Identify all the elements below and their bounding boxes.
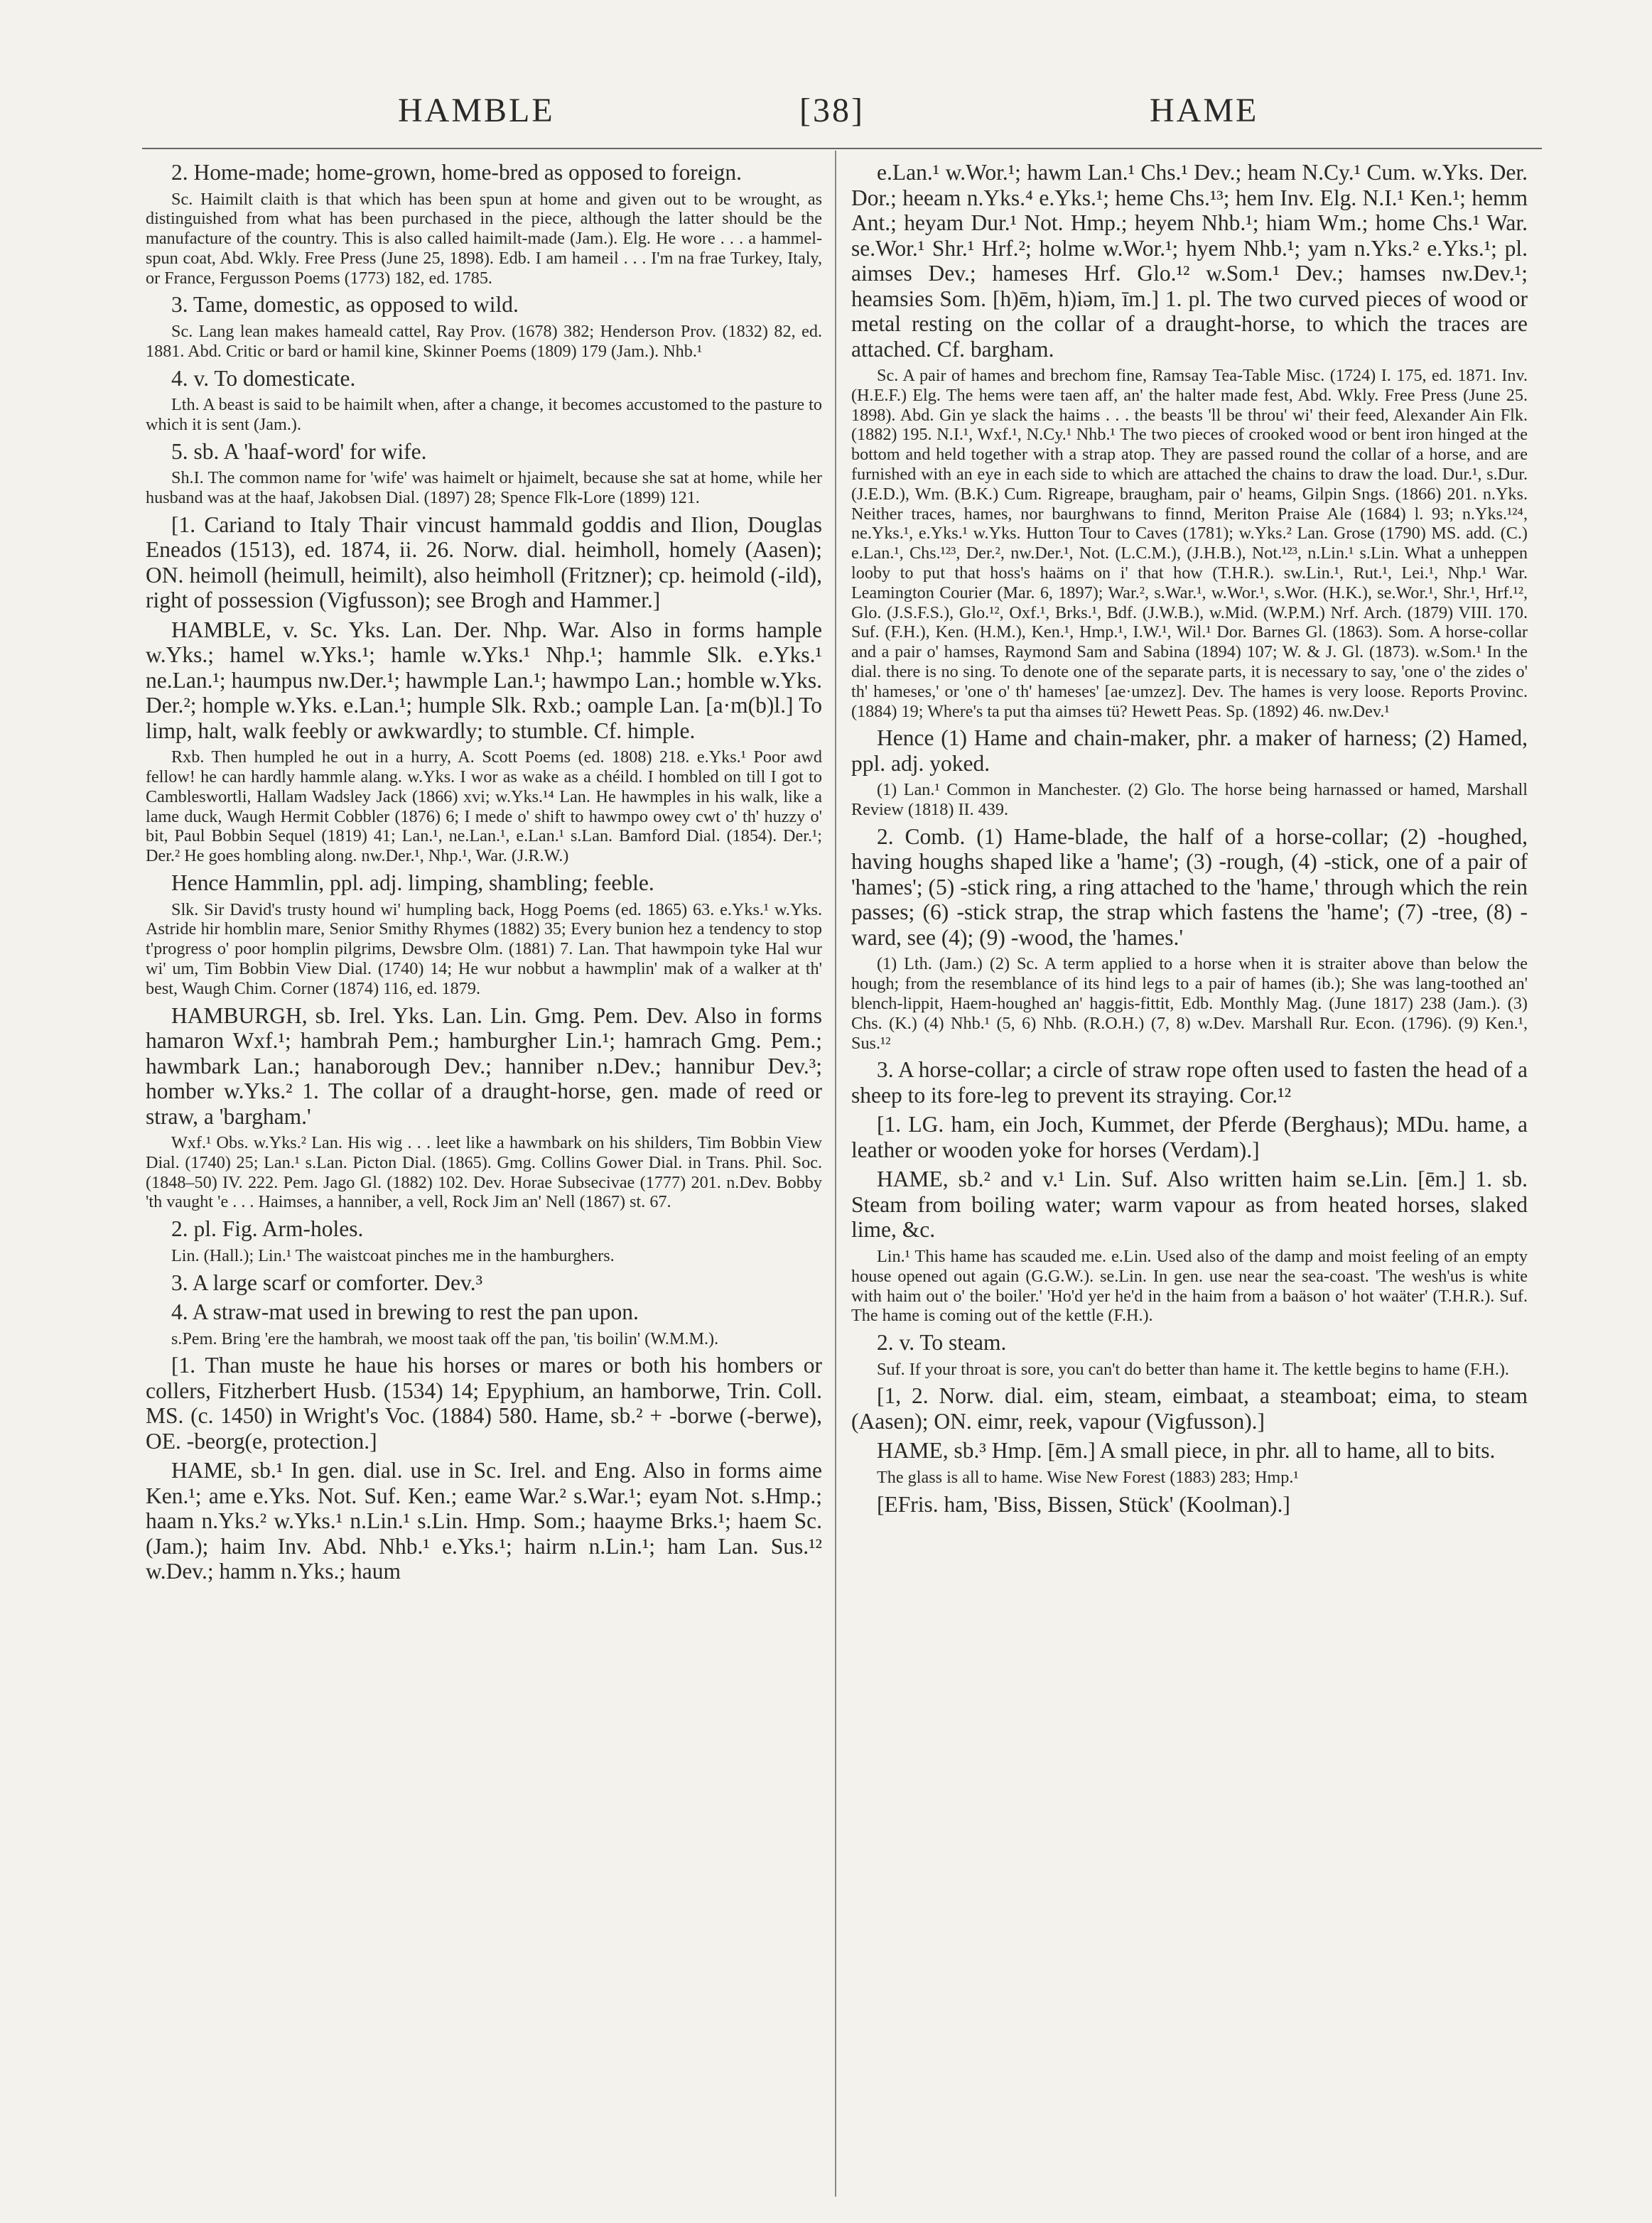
left-column bbox=[146, 160, 822, 2199]
citation-paragraph: s.Pem. Bring 'ere the hambrah, we moost taak off the pan, 'tis boilin' (W.M.M.). bbox=[171, 1329, 719, 1348]
column-divider bbox=[835, 151, 836, 2197]
running-head-right-word: HAME bbox=[1150, 92, 1259, 129]
citation-paragraph: Wxf.¹ Obs. w.Yks.² Lan. His wig . . . leet like a hawmbark on his shilders, Tim Bobbin View Dial. (1740) 25; Lan.¹ s.Lan. Picton Dial. (1865). Gmg. Collins Gower Dial. in Trans. Phil. Soc. (1848–50) IV. 222. Pem. Jago Gl. (1882) 102. Dev. Horae Subsecivae (1777) 201. n.Dev. Bobby 'th vaught 'e . . . Haimses, a hanniber, a vell, Rock Jim an' Nell (1867) st. 67. bbox=[146, 1133, 822, 1212]
entry-paragraph: [1, 2. Norw. dial. eim, steam, eimbaat, a steamboat; eima, to steam (Aasen); ON. eimr, reek, vapour (Vigfusson).] bbox=[851, 1383, 1528, 1434]
running-head-left-word: HAMBLE bbox=[398, 92, 555, 129]
entry-paragraph: 3. Tame, domestic, as opposed to wild. bbox=[171, 292, 519, 318]
citation-paragraph: Lin. (Hall.); Lin.¹ The waistcoat pinches me in the hamburghers. bbox=[171, 1245, 615, 1265]
entry-paragraph: [1. Cariand to Italy Thair vincust hammald goddis and Ilion, Douglas Eneados (1513), ed. 1874, ii. 26. Norw. dial. heimholl, homely (Aasen); ON. heimoll (heimull, heimilt), also heimholl (Fritzner); cp. heimold (-ild), right of possession (Vigfusson); see Brogh and Hammer.] bbox=[146, 512, 822, 613]
entry-paragraph: HAME, sb.¹ In gen. dial. use in Sc. Irel. and Eng. Also in forms aime Ken.¹; ame e.Yks. Not. Suf. Ken.; eame War.² s.War.¹; eyam Not. s.Hmp.; haam n.Yks.² w.Yks.¹ n.Lin.¹ s.Lin. Hmp. Som.; haayme Brks.¹; haem Sc. (Jam.); haim Inv. Abd. Nhb.¹ e.Yks.¹; hairm n.Lin.¹; ham Lan. Sus.¹² w.Dev.; hamm n.Yks.; haum bbox=[146, 1458, 822, 1584]
citation-paragraph: The glass is all to hame. Wise New Forest (1883) 283; Hmp.¹ bbox=[877, 1467, 1299, 1487]
citation-paragraph: (1) Lth. (Jam.) (2) Sc. A term applied to a horse when it is straiter above than below the hough; from the resemblance of its hind legs to a pair of hames (ib.); She was lang-toothed an' blench-lippit, Haem-houghed an' haggis-fittit, Edb. Monthly Mag. (June 1817) 238 (Jam.). (3) Chs. (K.) (4) Nhb.¹ (5, 6) Nhb. (R.O.H.) (7, 8) w.Dev. Marshall Rur. Econ. (1796). (9) Ken.¹, Sus.¹² bbox=[851, 954, 1528, 1053]
entry-paragraph: Hence Hammlin, ppl. adj. limping, shambling; feeble. bbox=[171, 870, 654, 896]
entry-paragraph: 3. A horse-collar; a circle of straw rope often used to fasten the head of a sheep to its fore-leg to prevent its straying. Cor.¹² bbox=[851, 1057, 1528, 1108]
citation-paragraph: Suf. If your throat is sore, you can't do better than hame it. The kettle begins to hame (F.H.). bbox=[877, 1359, 1509, 1379]
citation-paragraph: Lth. A beast is said to be haimilt when, after a change, it becomes accustomed to the pasture to which it is sent (Jam.). bbox=[146, 395, 822, 434]
entry-paragraph: Hence (1) Hame and chain-maker, phr. a maker of harness; (2) Hamed, ppl. adj. yoked. bbox=[851, 725, 1528, 776]
citation-paragraph: Sc. Haimilt claith is that which has been spun at home and given out to be wrought, as distinguished from what has been purchased in the piece, although the latter should be the manufacture of the country. This is also called haimilt-made (Jam.). Elg. He wore . . . a hammel-spun coat, Abd. Wkly. Free Press (June 25, 1898). Edb. I am hameil . . . I'm na frae Turkey, Italy, or France, Fergusson Poems (1773) 182, ed. 1785. bbox=[146, 189, 822, 288]
entry-paragraph: HAME, sb.² and v.¹ Lin. Suf. Also written haim se.Lin. [ēm.] 1. sb. Steam from boiling water; warm vapour as from heated horses, slaked lime, &c. bbox=[851, 1167, 1528, 1243]
citation-paragraph: Sc. A pair of hames and brechom fine, Ramsay Tea-Table Misc. (1724) I. 175, ed. 1871. Inv. (H.E.F.) Elg. The hems were taen aff, an' the halter made fest, Abd. Wkly. Free Press (June 25. 1898). Abd. Gin ye slack the haims . . . the beasts 'll be throu' wi' their feed, Alexander Ain Flk. (1882) 195. N.I.¹, Wxf.¹, N.Cy.¹ Nhb.¹ The two pieces of crooked wood or bent iron hinged at the bottom and held together with a strap atop. They are passed round the collar of a horse, and are furnished with an eye in each side to which are attached the chains to draw the load. Dur.¹, s.Dur. (J.E.D.), Wm. (B.K.) Cum. Rigreape, braugham, pair o' heams, Gilpin Sngs. (1866) 201. n.Yks. Neither traces, hames, nor baurghwans to finnd, Meriton Praise Ale (1684) l. 93; n.Yks.¹²⁴, ne.Yks.¹, e.Yks.¹ w.Yks. Hutton Tour to Caves (1781); w.Yks.² Lan. Grose (1790) MS. add. (C.) e.Lan.¹, Chs.¹²³, Der.², nw.Der.¹, Not. (L.C.M.), (J.H.B.), Not.¹²³, n.Lin.¹ s.Lin. What a unheppen looby to put that hoss's haäms on i' that how (T.H.R.). sw.Lin.¹, Rut.¹, Lei.¹, Nhp.¹ War. Leamington Courier (Mar. 6, 1897); War.², s.War.¹, w.Wor.¹, s.Wor. (H.K.), se.Wor.¹, Shr.¹, Hrf.¹², Glo. (J.S.F.S.), Glo.¹², Oxf.¹, Brks.¹, Bdf. (J.W.B.), w.Mid. (W.P.M.) Nrf. Arch. (1879) VIII. 170. Suf. (F.H.), Ken. (H.M.), Ken.¹, Hmp.¹, I.W.¹, Wil.¹ Dor. Barnes Gl. (1863). Som. A horse-collar and a pair o' hamses, Raymond Sam and Sabina (1894) 107; W. & J. Gl. (1873). w.Som.¹ In the dial. there is no sing. To denote one of the separate parts, it is necessary to say, 'one o' the zides o' th' hameses,' or 'one o' th' hameses' [ae·umzez]. Dev. The hames is very loose. Reports Provinc. (1884) 19; Where's ta put tha aimses tü? Hewett Peas. Sp. (1892) 46. nw.Dev.¹ bbox=[851, 366, 1528, 721]
entry-paragraph: e.Lan.¹ w.Wor.¹; hawm Lan.¹ Chs.¹ Dev.; heam N.Cy.¹ Cum. w.Yks. Der. Dor.; heeam n.Yks.⁴ e.Yks.¹; heme Chs.¹³; hem Inv. Elg. N.I.¹ Ken.¹; hemm Ant.; heyam Dur.¹ Not. Hmp.; heyem Nhb.¹; hiam Wm.; home Chs.¹ War. se.Wor.¹ Shr.¹ Hrf.²; holme w.Wor.¹; hyem Nhb.¹; yam n.Yks.² e.Yks.¹; pl. aimses Dev.; hameses Hrf. Glo.¹² w.Som.¹ Dev.; hamses nw.Dev.¹; heamsies Som. [h)ēm, h)iəm, īm.] 1. pl. The two curved pieces of wood or metal resting on the collar of a draught-horse, to which the traces are attached. Cf. bargham. bbox=[851, 160, 1528, 362]
entry-paragraph: HAMBURGH, sb. Irel. Yks. Lan. Lin. Gmg. Pem. Dev. Also in forms hamaron Wxf.¹; hambrah Pem.; hamburgher Lin.¹; hamrach Gmg. Pem.; hawmbark Lan.; hanaborough Dev.; hanniber n.Dev.; hannibur Dev.³; homber w.Yks.² 1. The collar of a draught-horse, gen. made of reed or straw, a 'bargham.' bbox=[146, 1002, 822, 1129]
running-head bbox=[0, 91, 1652, 141]
entry-paragraph: 4. v. To domesticate. bbox=[171, 365, 356, 391]
entry-paragraph: HAMBLE, v. Sc. Yks. Lan. Der. Nhp. War. Also in forms hample w.Yks.; hamel w.Yks.¹; hamle w.Yks.¹ Nhp.¹; hammle Slk. e.Yks.¹ ne.Lan.¹; haumpus nw.Der.¹; hawmple Lan.¹; hawmpo Lan.; homble w.Yks. Der.²; homple w.Yks. e.Lan.¹; humple Slk. Rxb.; oample Lan. [a·m(b)l.] To limp, halt, walk feebly or awkwardly; to stumble. Cf. himple. bbox=[146, 617, 822, 743]
citation-paragraph: Slk. Sir David's trusty hound wi' humpling back, Hogg Poems (ed. 1865) 63. e.Yks.¹ w.Yks. Astride hir homblin mare, Senior Smithy Rhymes (1882) 35; Every bunion hez a tendency to stop t'progress o' poor homplin pilgrims, Dewsbre Olm. (1881) 7. Lan. That hawmpoin tyke Hal wur wi' um, Tim Bobbin View Dial. (1740) 14; He wur nobbut a hawmplin' mak of a walker at th' best, Waugh Chim. Corner (1874) 116, ed. 1879. bbox=[146, 899, 822, 998]
citation-paragraph: Sh.I. The common name for 'wife' was haimelt or hjaimelt, because she sat at home, while her husband was at the haaf, Jakobsen Dial. (1897) 28; Spence Flk-Lore (1899) 121. bbox=[146, 468, 822, 507]
entry-paragraph: 2. Comb. (1) Hame-blade, the half of a horse-collar; (2) -houghed, having houghs shaped like a 'hame'; (3) -rough, (4) -stick, one of a pair of 'hames'; (5) -stick ring, a ring attached to the 'hame,' through which the rein passes; (6) -stick strap, the strap which fastens the 'hame'; (7) -tree, (8) -ward, see (4); (9) -wood, the 'hames.' bbox=[851, 823, 1528, 950]
entry-paragraph: 5. sb. A 'haaf-word' for wife. bbox=[171, 438, 427, 464]
citation-paragraph: Lin.¹ This hame has scauded me. e.Lin. Used also of the damp and moist feeling of an empty house opened out again (G.G.W.). se.Lin. In gen. use near the sea-coast. 'The wesh'us is white with haim out o' the boiler.' 'Ho'd yer he'd in the haim from a baäson o' hot waäter' (T.H.R.). Suf. The hame is coming out of the kettle (F.H.). bbox=[851, 1246, 1528, 1326]
citation-paragraph: Sc. Lang lean makes hameald cattel, Ray Prov. (1678) 382; Henderson Prov. (1832) 82, ed. 1881. Abd. Critic or bard or hamil kine, Skinner Poems (1809) 179 (Jam.). Nhb.¹ bbox=[146, 321, 822, 361]
entry-paragraph: 2. Home-made; home-grown, home-bred as opposed to foreign. bbox=[171, 160, 743, 185]
entry-paragraph: 3. A large scarf or comforter. Dev.³ bbox=[171, 1270, 483, 1295]
header-rule bbox=[142, 148, 1542, 149]
entry-paragraph: HAME, sb.³ Hmp. [ēm.] A small piece, in phr. all to hame, all to bits. bbox=[877, 1438, 1496, 1464]
right-column bbox=[851, 160, 1528, 2199]
page-number: [38] bbox=[799, 92, 865, 129]
entry-paragraph: 2. pl. Fig. Arm-holes. bbox=[171, 1216, 364, 1242]
entry-paragraph: [1. Than muste he haue his horses or mares or both his hombers or collers, Fitzherbert Husb. (1534) 14; Epyphium, an hamborwe, Trin. Coll. MS. (c. 1450) in Wright's Voc. (1884) 580. Hame, sb.² + -borwe (-berwe), OE. -beorg(e, protection.] bbox=[146, 1353, 822, 1454]
citation-paragraph: Rxb. Then humpled he out in a hurry, A. Scott Poems (ed. 1808) 218. e.Yks.¹ Poor awd fellow! he can hardly hammle alang. w.Yks. I wor as wake as a chéild. I hombled on till I got to Cambleswortli, Hallam Wadsley Jack (1866) xvi; w.Yks.¹⁴ Lan. He hawmples in his walk, like a lame duck, Waugh Hermit Cobbler (1876) 6; I mede o' shift to hawmpo owey cwt o' th' huzzy o' bit, Paul Bobbin Sequel (1819) 41; Lan.¹, ne.Lan.¹, e.Lan.¹ s.Lan. Bamford Dial. (1854). Der.¹; Der.² He goes hombling along. nw.Der.¹, Nhp.¹, War. (J.R.W.) bbox=[146, 747, 822, 866]
entry-paragraph: [EFris. ham, 'Biss, Bissen, Stück' (Koolman).] bbox=[877, 1491, 1290, 1517]
entry-paragraph: 2. v. To steam. bbox=[877, 1330, 1007, 1356]
citation-paragraph: (1) Lan.¹ Common in Manchester. (2) Glo. The horse being harnassed or hamed, Marshall Review (1818) II. 439. bbox=[851, 780, 1528, 820]
entry-paragraph: 4. A straw-mat used in brewing to rest the pan upon. bbox=[171, 1299, 639, 1325]
entry-paragraph: [1. LG. ham, ein Joch, Kummet, der Pferde (Berghaus); MDu. hame, a leather or wooden yoke for horses (Verdam).] bbox=[851, 1112, 1528, 1162]
